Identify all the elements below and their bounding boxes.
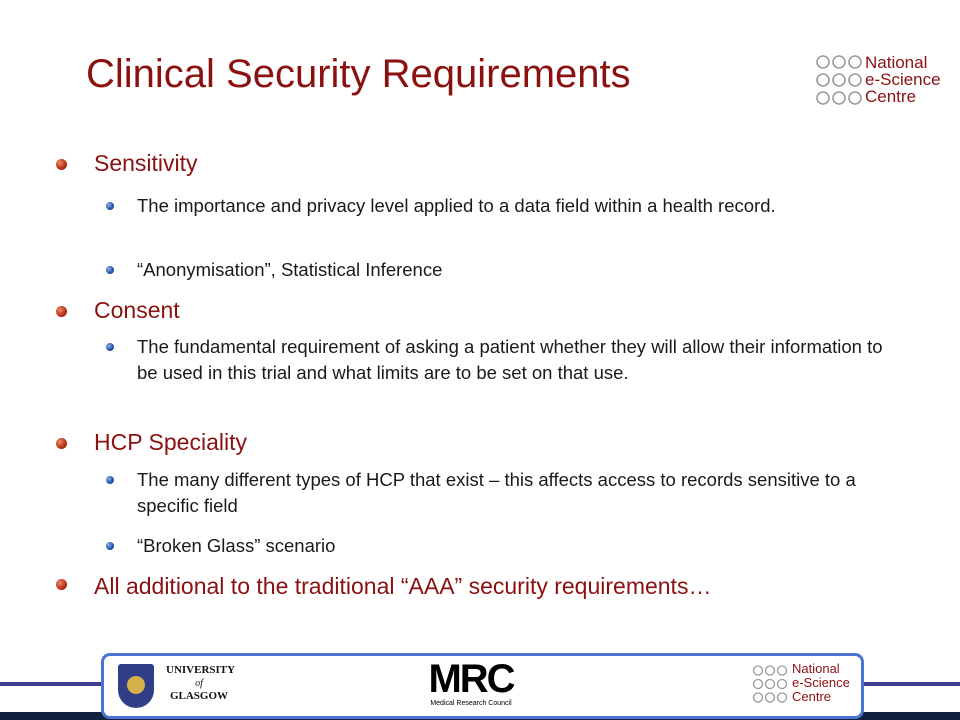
bullet-aaa: All additional to the traditional “AAA” security requirements… (94, 570, 794, 603)
glasgow-logo (166, 664, 236, 703)
bullet-hcp-speciality: HCP Speciality (94, 429, 247, 456)
bullet-sensitivity: Sensitivity (94, 150, 198, 177)
slide-title: Clinical Security Requirements (86, 52, 631, 96)
mrc-logo (426, 659, 516, 707)
partner-logos (101, 653, 864, 719)
sub-bullet: The fundamental requirement of asking a patient whether they will allow their information to be used in this trial and what limits are to be set on that use. (137, 334, 907, 386)
nesc-line3: Centre (865, 87, 917, 106)
sub-bullet: “Broken Glass” scenario (137, 533, 907, 559)
nesc-line2: e-Science (865, 70, 941, 89)
sub-bullet: “Anonymisation”, Statistical Inference (137, 257, 907, 283)
nesc-line1: National (865, 53, 928, 72)
sub-bullet-icon (106, 266, 114, 274)
bullet-icon (56, 438, 67, 449)
sub-bullet-icon (106, 202, 114, 210)
sub-bullet-icon (106, 542, 114, 550)
bullet-icon (56, 306, 67, 317)
glasgow-line3: GLASGOW (169, 690, 229, 702)
sub-bullet-icon (106, 476, 114, 484)
nesc-logo-bottom (752, 662, 852, 710)
sub-bullet: The importance and privacy level applied to a data field within a health record. (137, 193, 907, 219)
sub-bullet: The many different types of HCP that exist – this affects access to records sensitive to a specific field (137, 467, 907, 519)
glasgow-line2: of (195, 678, 203, 689)
sub-bullet-icon (106, 343, 114, 351)
bullet-icon (56, 159, 67, 170)
glasgow-line1: UNIVERSITY (166, 664, 236, 676)
glasgow-crest-icon (118, 664, 154, 708)
bullet-consent: Consent (94, 297, 180, 324)
nesc-line2: e-Science (792, 675, 850, 690)
nesc-line3: Centre (792, 689, 832, 704)
mrc-subtitle: Medical Research Council (430, 700, 512, 707)
bullet-icon (56, 579, 67, 590)
nesc-line1: National (792, 661, 840, 676)
mrc-name: MRC (428, 657, 514, 701)
nesc-circles-icon (752, 662, 794, 706)
